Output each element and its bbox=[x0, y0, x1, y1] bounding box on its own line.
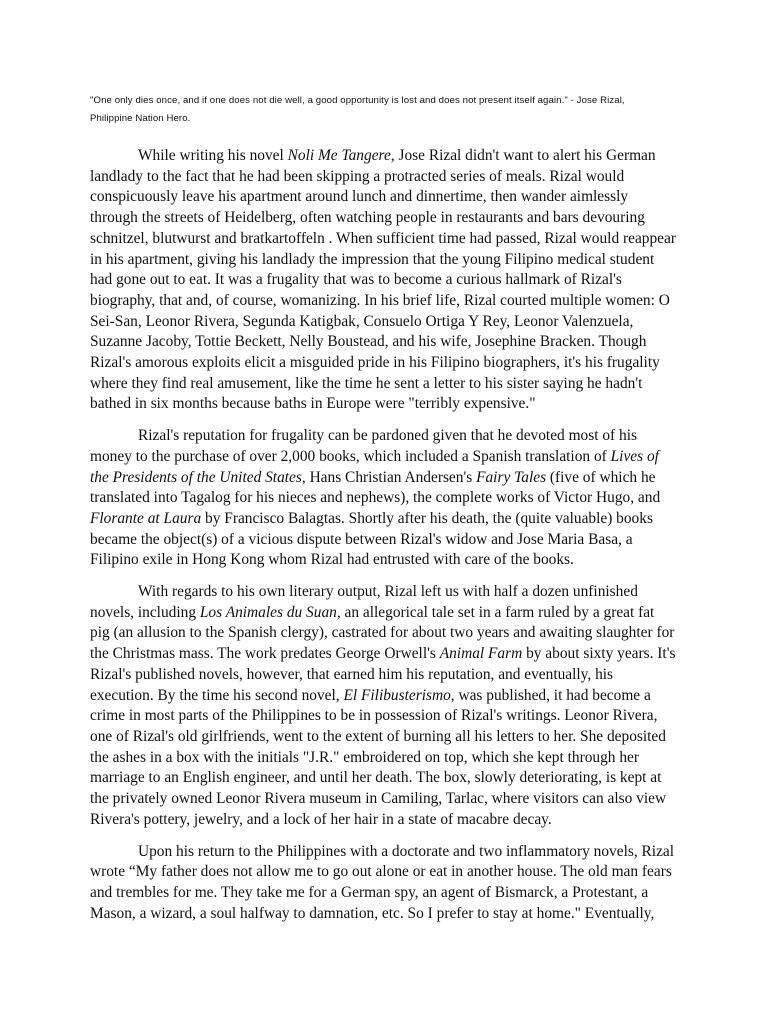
paragraph-2 bbox=[90, 426, 676, 571]
paragraph-3 bbox=[90, 582, 676, 830]
paragraph-2-text-e: (five of which he translated into Tagalog for his nieces and nephews), the complete works of Victor Hugo, and bbox=[90, 468, 661, 507]
paragraph-3-text-a: With regards to his own literary output, Rizal left us with half a dozen unfinished novels, including bbox=[90, 583, 638, 621]
epigraph-quote bbox=[90, 92, 676, 128]
paragraph-4 bbox=[90, 842, 676, 925]
book-title-fairy-tales: Fairy Tales bbox=[476, 468, 547, 486]
novel-title-animales: Los Animales du Suan, bbox=[199, 603, 341, 621]
paragraph-2-text-g: by Francisco Balagtas. Shortly after his death, the (quite valuable) books became the object(s) of a vicious dispute between Rizal's widow and Jose Maria Basa, a Filipino exile in Hong Kong whom Rizal had entrusted with care of the books. bbox=[90, 509, 653, 569]
paragraph-3-text-g: , was published, it had become a crime in most parts of the Philippines to be in possession of Rizal's writings. Leonor Rivera, one of Rizal's old girlfriends, went to the extent of burning all his letters to her. She deposited the ashes in a box with the initials "J.R." embroidered on top, which she kept through her marriage to an English engineer, and until her death. The box, slowly deteriorating, is kept at the privately owned Leonor Rivera museum in Camiling, Tarlac, where visitors can also view Rivera's pottery, jewelry, and a lock of her hair in a state of macabre decay. bbox=[90, 686, 667, 828]
paragraph-2-text-c: , Hans Christian Andersen's bbox=[301, 468, 477, 486]
book-title-lives: Lives of the Presidents of the United States bbox=[90, 447, 659, 486]
book-title-florante: Florante at Laura bbox=[90, 509, 202, 527]
paragraph-1-text-a: While writing his novel bbox=[138, 147, 288, 164]
paragraph-1-text-c: , Jose Rizal didn't want to alert his German landlady to the fact that he had been skipping a protracted series of meals. Rizal would conspicuously leave his apartment around lunch and dinnertime, then wander aimlessly through the streets of Heidelberg, often watching people in restaurants and bars devouring schnitzel, blutwurst and bratkartoffeln . When sufficient time had passed, Rizal would reappear in his apartment, giving his landlady the impression that the young Filipino medical student had gone out to eat. It was a frugality that was to become a curious hallmark of Rizal's biography, that and, of course, womanizing. In his brief life, Rizal courted multiple women: O Sei-San, Leonor Rivera, Segunda Katigbak, Consuelo Ortiga Y Rey, Leonor Valenzuela, Suzanne Jacoby, Tottie Beckett, Nelly Boustead, and his wife, Josephine Bracken. Though Rizal's amorous exploits elicit a misguided pride in his Filipino biographers, it's his frugality where they find real amusement, like the time he sent a letter to his sister saying he hadn't bathed in six months because baths in Europe were "terribly expensive." bbox=[90, 147, 676, 413]
novel-title-filibusterismo: El Filibusterismo bbox=[343, 686, 451, 704]
epigraph-line-2: Philippine Nation Hero. bbox=[90, 113, 191, 124]
paragraph-3-text-c: an allegorical tale set in a farm ruled by a great fat pig (an allusion to the Spanish clergy), castrated for about two years and awaiting slaughter for the Christmas mass. The work predates George Orwell's bbox=[90, 603, 675, 663]
paragraph-4-text-a: Upon his return to the Philippines with a doctorate and two inflammatory novels, Rizal wrote “My father does not allow me to go out alone or eat in another house. The old man fears and trembles for me. They take me for a German spy, an agent of Bismarck, a Protestant, a Mason, a wizard, a soul halfway to damnation, etc. So I prefer to stay at home." Eventually, bbox=[90, 842, 675, 922]
paragraph-2-text-a: Rizal's reputation for frugality can be pardoned given that he devoted most of his money to the purchase of over 2,000 books, which included a Spanish translation of bbox=[90, 427, 637, 465]
paragraph-1 bbox=[90, 146, 676, 415]
book-title-animal-farm: Animal Farm bbox=[439, 645, 523, 663]
paragraph-3-text-e: by about sixty years. It's Rizal's published novels, however, that earned him his reputation, and eventually, his execution. By the time his second novel, bbox=[90, 645, 676, 704]
novel-title-noli: Noli Me Tangere bbox=[287, 147, 391, 164]
article-body bbox=[90, 146, 676, 924]
epigraph-line-1: "One only dies once, and if one does not die well, a good opportunity is lost and does not present itself again." - Jose Rizal, bbox=[90, 95, 625, 106]
